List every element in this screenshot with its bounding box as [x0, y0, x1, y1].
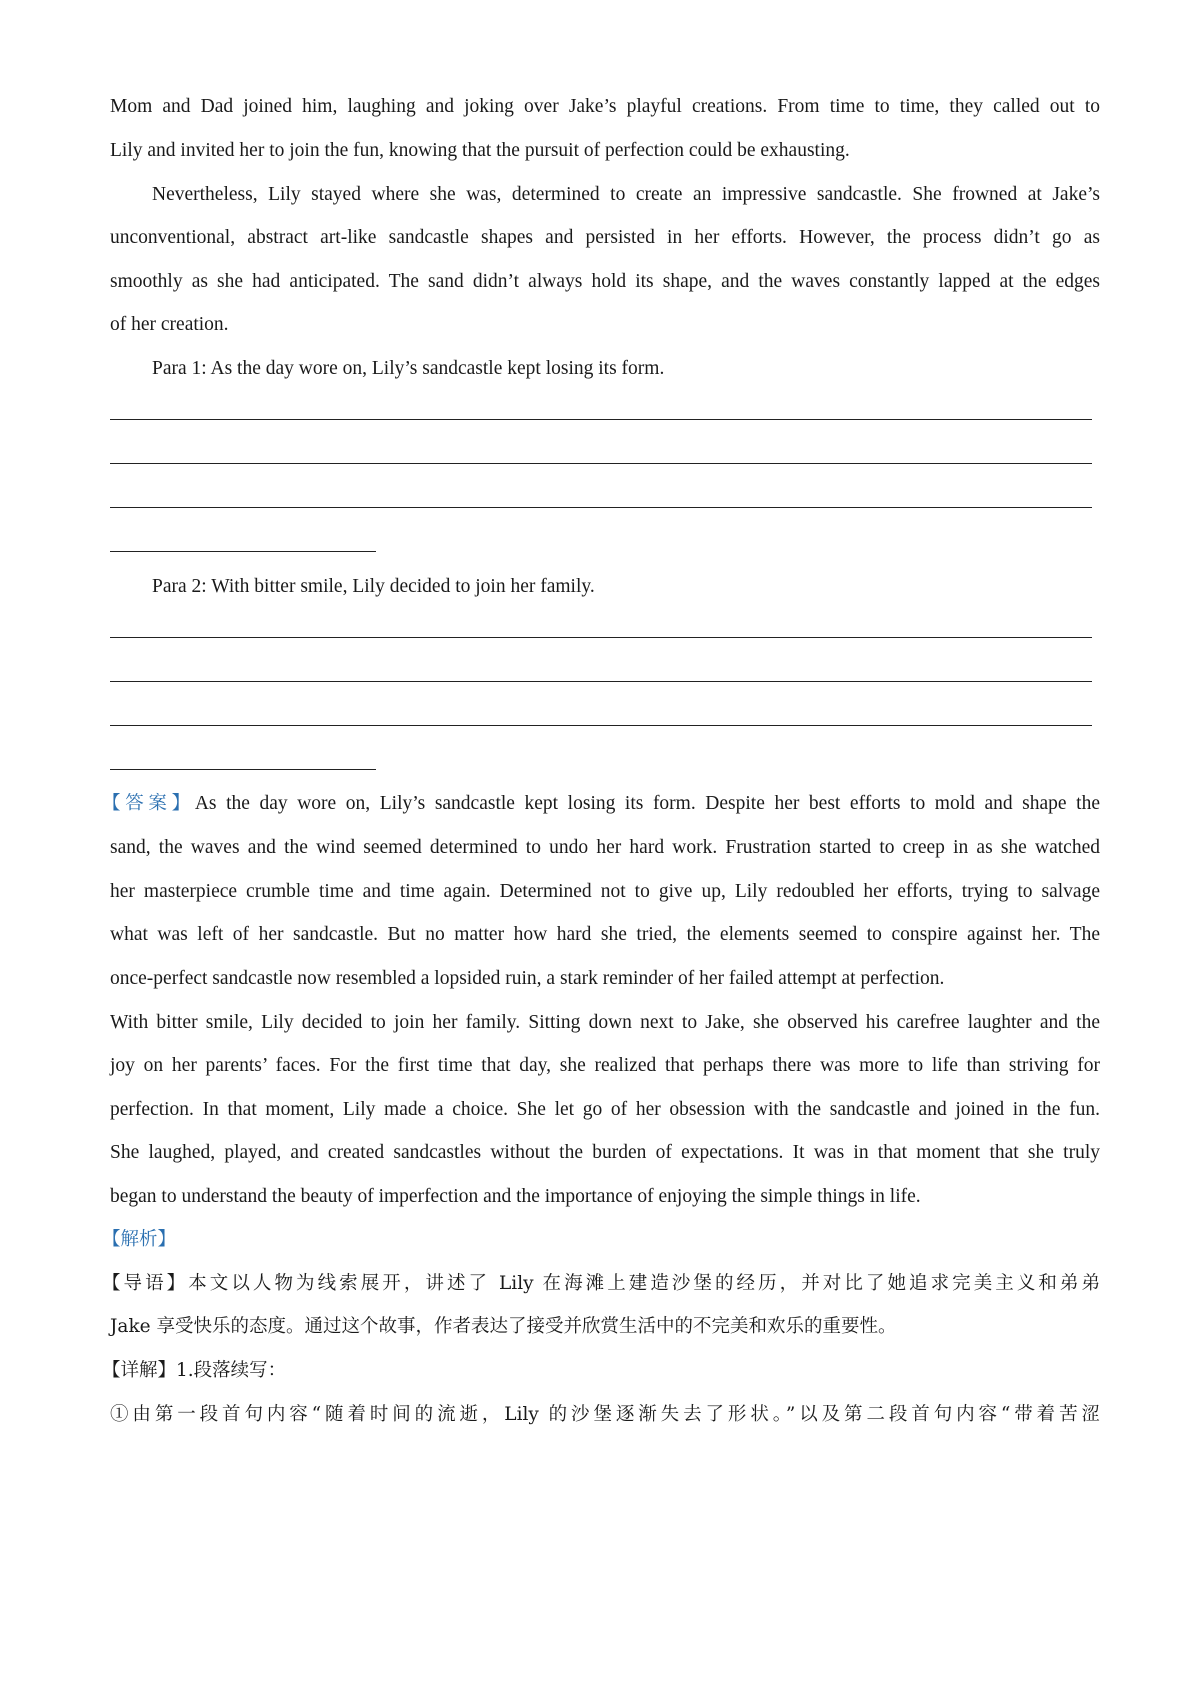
- writing-line[interactable]: [110, 507, 1092, 508]
- answer-line: what was left of her sandcastle. But no matter how hard she tried, the elements seemed to conspire against her. The: [110, 924, 1100, 945]
- answer-line: joy on her parents’ faces. For the first time that day, she realized that perhaps there was more to life than striving for: [110, 1055, 1100, 1076]
- writing-line[interactable]: [110, 637, 1092, 638]
- answer-line-first: [102, 791, 1100, 817]
- answer-line: She laughed, played, and created sandcastles without the burden of expectations. It was in that moment that she truly: [110, 1142, 1100, 1163]
- writing-line[interactable]: [110, 725, 1092, 726]
- answer-line: once-perfect sandcastle now resembled a lopsided ruin, a stark reminder of her failed attempt at perfection.: [110, 968, 945, 989]
- intro-line: Jake 享受快乐的态度。通过这个故事，作者表达了接受并欣赏生活中的不完美和欢乐的重要性。: [110, 1316, 897, 1337]
- passage-line: Mom and Dad joined him, laughing and joking over Jake’s playful creations. From time to time, they called out to: [110, 96, 1100, 117]
- detail-heading-line: [102, 1358, 1092, 1384]
- writing-line[interactable]: [110, 551, 376, 552]
- passage-line: Lily and invited her to join the fun, knowing that the pursuit of perfection could be exhausting.: [110, 140, 850, 161]
- intro-text: 本文以人物为线索展开，讲述了 Lily 在海滩上建造沙堡的经历，并对比了她追求完美主义和弟弟: [188, 1273, 1100, 1294]
- writing-line[interactable]: [110, 769, 376, 770]
- para2-prompt: Para 2: With bitter smile, Lily decided to join her family.: [152, 576, 595, 597]
- passage-line: smoothly as she had anticipated. The sand didn’t always hold its shape, and the waves constantly lapped at the edges: [110, 271, 1100, 292]
- passage-line: unconventional, abstract art-like sandcastle shapes and persisted in her efforts. However, the process didn’t go as: [110, 227, 1100, 248]
- analysis-tag: 【解析】: [102, 1229, 177, 1250]
- answer-line: With bitter smile, Lily decided to join her family. Sitting down next to Jake, she observed his carefree laughter and the: [110, 1012, 1100, 1033]
- answer-line: sand, the waves and the wind seemed determined to undo her hard work. Frustration started to creep in as she watched: [110, 837, 1100, 858]
- answer-line: perfection. In that moment, Lily made a choice. She let go of her obsession with the sandcastle and joined in the fun.: [110, 1099, 1100, 1120]
- answer-line: began to understand the beauty of imperfection and the importance of enjoying the simple things in life.: [110, 1186, 921, 1207]
- intro-tag: 【导语】: [102, 1273, 189, 1294]
- para1-prompt: Para 1: As the day wore on, Lily’s sandcastle kept losing its form.: [152, 358, 665, 379]
- detail-heading: 1.段落续写：: [176, 1360, 287, 1381]
- passage-line: of her creation.: [110, 314, 229, 335]
- writing-line[interactable]: [110, 419, 1092, 420]
- writing-line[interactable]: [110, 681, 1092, 682]
- detail-tag: 【详解】: [102, 1360, 177, 1381]
- detail-line: ①由第一段首句内容“随着时间的流逝，Lily 的沙堡逐渐失去了形状。”以及第二段首句内容“带着苦涩: [110, 1404, 1100, 1425]
- answer-tag: 【答案】: [102, 793, 195, 814]
- writing-line[interactable]: [110, 463, 1092, 464]
- answer-line: her masterpiece crumble time and time again. Determined not to give up, Lily redoubled her efforts, trying to salvage: [110, 881, 1100, 902]
- intro-line-first: [102, 1271, 1100, 1297]
- answer-text: As the day wore on, Lily’s sandcastle kept losing its form. Despite her best efforts to mold and shape the: [194, 793, 1100, 814]
- passage-line: Nevertheless, Lily stayed where she was, determined to create an impressive sandcastle. She frowned at Jake’s: [152, 184, 1100, 205]
